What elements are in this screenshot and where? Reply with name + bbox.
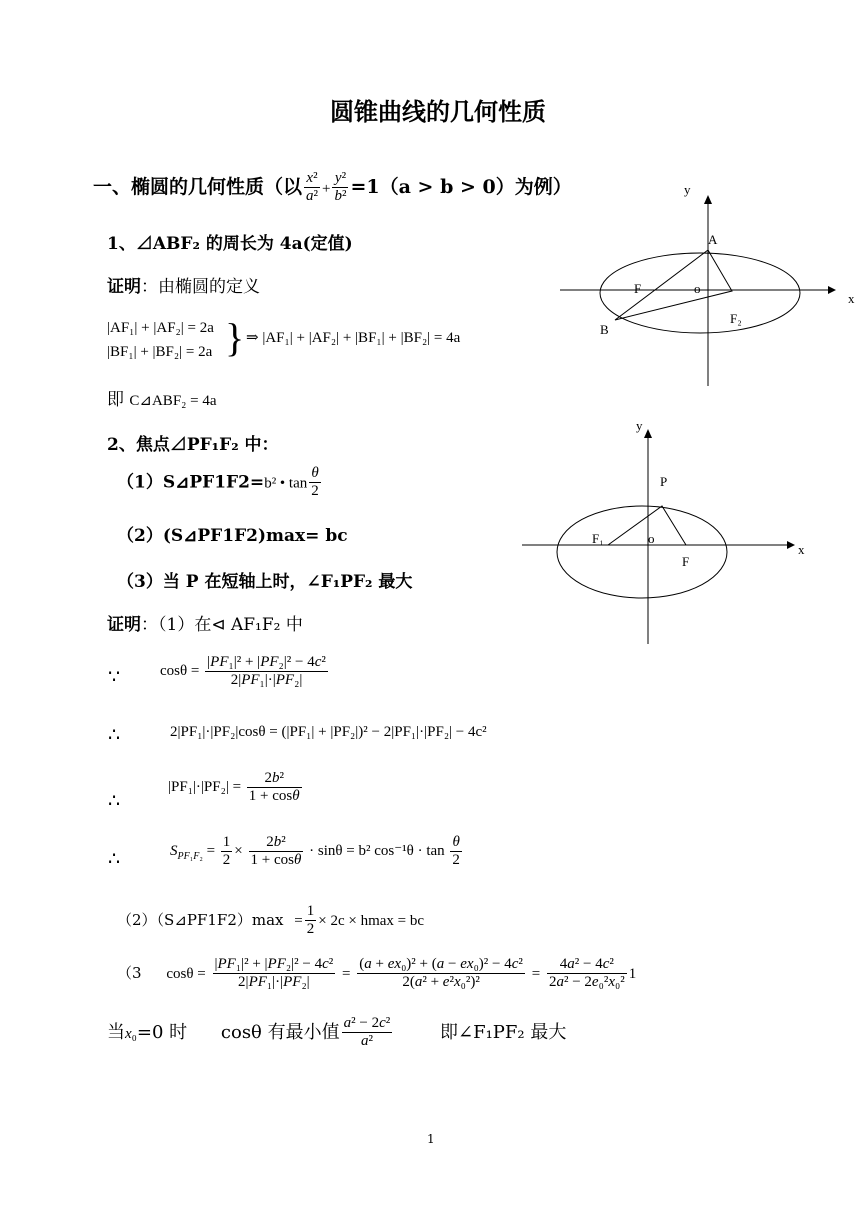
final-conclusion: 即∠F₁PF₂ 最大 xyxy=(440,1021,567,1043)
therefore-symbol-3: ∴ xyxy=(108,848,121,870)
x-arrow-icon xyxy=(828,286,836,294)
final-cos: cosθ 有最小值 xyxy=(220,1021,340,1043)
section1-heading: 一、椭圆的几何性质（以 $\frac{\text{x²}}{\text{a²}}$ + $\frac{\text{y²}}{\text{b²}}$ =1（a > b > 0）为例） xyxy=(93,170,572,205)
eq-system xyxy=(107,316,214,364)
label-f1: F₁ xyxy=(592,531,604,546)
item1-title: 1、⊿ABF₂ 的周长为 4a(定值) xyxy=(107,234,353,254)
item2-3: （3）当 P 在短轴上时，∠F₁PF₂ 最大 xyxy=(117,572,413,592)
page-title: 圆锥曲线的几何性质 xyxy=(330,97,546,126)
step3 xyxy=(168,770,304,806)
section1-heading-suffix: =1（a > b > 0）为例） xyxy=(350,175,572,198)
one-half: $\frac{1}{2}$ xyxy=(222,834,231,869)
proof-text: ：由椭圆的定义 xyxy=(141,277,260,297)
conclusion-prefix: 即 xyxy=(107,390,124,410)
step2: 2|PF₁|·|PF₂|cosθ = (|PF₁| + |PF₂|)² − 2|PF₁|·|PF₂| − 4c² xyxy=(170,724,487,740)
step4-s: S xyxy=(170,843,178,860)
label-a: A xyxy=(708,232,718,247)
item2-1-formula: b² • tan xyxy=(264,475,308,492)
proof2-line xyxy=(107,610,303,635)
y2-over-b2: $\frac{\text{y²}}{\text{b²}}$ xyxy=(334,170,347,205)
label-o: o xyxy=(648,531,655,546)
section2-heading: 2、焦点⊿PF₁F₂ 中： xyxy=(107,435,279,455)
theta-over-2: $\frac{\theta}{2}$ xyxy=(311,465,319,500)
therefore-symbol-2: ∴ xyxy=(108,790,121,812)
part2: （2）（S⊿PF1F2）max = $\frac{1}{2}$ × 2c × hmax = bc xyxy=(117,903,425,938)
y-arrow-icon xyxy=(704,195,712,204)
final-fraction: $\frac{\text{a² − 2c²}}{\text{a²}}$ xyxy=(343,1015,391,1050)
theta-over-2-b: $\frac{\theta}{2}$ xyxy=(452,834,460,869)
label-x: x xyxy=(798,542,805,557)
conclusion-formula: C⊿ABF₂ = 4a xyxy=(129,393,217,409)
eq-line2: |BF₁| + |BF₂| = 2a xyxy=(107,344,213,360)
triangle-abf2 xyxy=(615,250,732,320)
part3-lhs: cosθ = xyxy=(166,965,206,982)
therefore-symbol-1: ∴ xyxy=(108,724,121,746)
label-o: o xyxy=(694,281,701,296)
step1 xyxy=(160,654,330,690)
triangle-pf1f2 xyxy=(608,506,686,545)
label-f2: F₂ xyxy=(730,311,742,326)
eq-result: ⇒ |AF₁| + |AF₂| + |BF₁| + |BF₂| = 4a xyxy=(246,330,461,346)
final-mid: =0 时 xyxy=(136,1021,188,1043)
item2-1-prefix: （1）S⊿PF1F2= xyxy=(117,472,265,493)
step4-fraction: $\frac{\text{2b²}}{1 + \cos\theta}$ xyxy=(250,834,302,869)
final-line: 当x₀=0 时 cosθ 有最小值 $\frac{\text{a² − 2c²}}{\text{a²}}$ 即∠F₁PF₂ 最大 xyxy=(107,1015,567,1050)
step1-fraction: $\frac{\text{|PF₁|² + |PF₂|² − 4c²}}{\text{2|PF₁|·|PF₂|}}$ xyxy=(207,654,326,689)
proof-label: 证明 xyxy=(107,277,141,297)
step4-rhs: · sinθ = b² cos⁻¹θ · tan xyxy=(309,843,445,860)
label-y: y xyxy=(636,418,643,433)
step1-lhs: cosθ = xyxy=(160,663,200,680)
part2-formula: × 2c × hmax = bc xyxy=(318,912,425,929)
final-prefix: 当 xyxy=(107,1021,125,1043)
x-arrow-icon xyxy=(787,541,795,549)
step3-fraction: $\frac{\text{2b²}}{1 + \cos\theta}$ xyxy=(248,770,300,805)
ellipse-diagram-1 xyxy=(560,178,860,393)
step4: $S_{PF_1F_2}$ = $\frac{1}{2}$ × $\frac{\text{2b²}}{1 + \cos\theta}$ · sinθ = b² cos⁻¹θ · tan $\frac{\theta}{2}$ xyxy=(170,834,460,869)
x2-over-a2: $\frac{\text{x²}}{\text{a²}}$ xyxy=(306,170,319,205)
part2-prefix: （2）（S⊿PF1F2）max xyxy=(117,910,284,929)
label-y: y xyxy=(684,182,691,197)
brace: } xyxy=(225,315,245,360)
part3-frac3: $\frac{\text{4a² − 4c²}}{\text{2a² − 2e₀²x₀²}}$ xyxy=(548,956,625,991)
step3-lhs: |PF₁|·|PF₂| = xyxy=(168,779,242,796)
part3-frac1: $\frac{\text{|PF₁|² + |PF₂|² − 4c²}}{\text{2|PF₁|·|PF₂|}}$ xyxy=(214,956,334,991)
ellipse xyxy=(557,506,727,598)
part3-frac2: $\frac{\text{(a + ex₀)² + (a − ex₀)² − 4c²}}{\text{2(a² + e²x₀²)²}}$ xyxy=(359,956,523,991)
ellipse-diagram-2 xyxy=(522,418,822,648)
y-arrow-icon xyxy=(644,429,652,438)
label-b: B xyxy=(600,322,609,337)
proof1-line xyxy=(107,272,260,297)
label-f: F xyxy=(634,281,642,296)
page-number: 1 xyxy=(427,1132,435,1146)
item2-1 xyxy=(117,465,323,501)
part3-prefix: （3 xyxy=(117,963,142,982)
item2-2: （2）(S⊿PF1F2)max= bc xyxy=(117,526,348,546)
part3: （3 cosθ = $\frac{\text{|PF₁|² + |PF₂|² − 4c²}}{\text{2|PF₁|·|PF₂|}}$ = $\frac{\text{(a + ex₀)² + (a − ex₀)² − 4c²}}{\text{2(a² + e²x₀²)²}}$ = $\frac{\text{4a² − 4c²}}{\text{2a² − 2e₀²x₀²}}$ 1 xyxy=(117,956,637,991)
conclusion1 xyxy=(107,385,217,410)
label-p: P xyxy=(660,474,668,489)
because-symbol: ∵ xyxy=(108,666,121,688)
label-x: x xyxy=(848,291,855,306)
eq-line1: |AF₁| + |AF₂| = 2a xyxy=(107,320,214,336)
part2-half: $\frac{1}{2}$ xyxy=(306,903,315,938)
label-f: F xyxy=(682,554,690,569)
proof2-text: ：（1）在⊲ AF₁F₂ 中 xyxy=(141,615,303,635)
section1-heading-prefix: 一、椭圆的几何性质（以 xyxy=(93,175,303,198)
proof2-label: 证明 xyxy=(107,615,141,635)
